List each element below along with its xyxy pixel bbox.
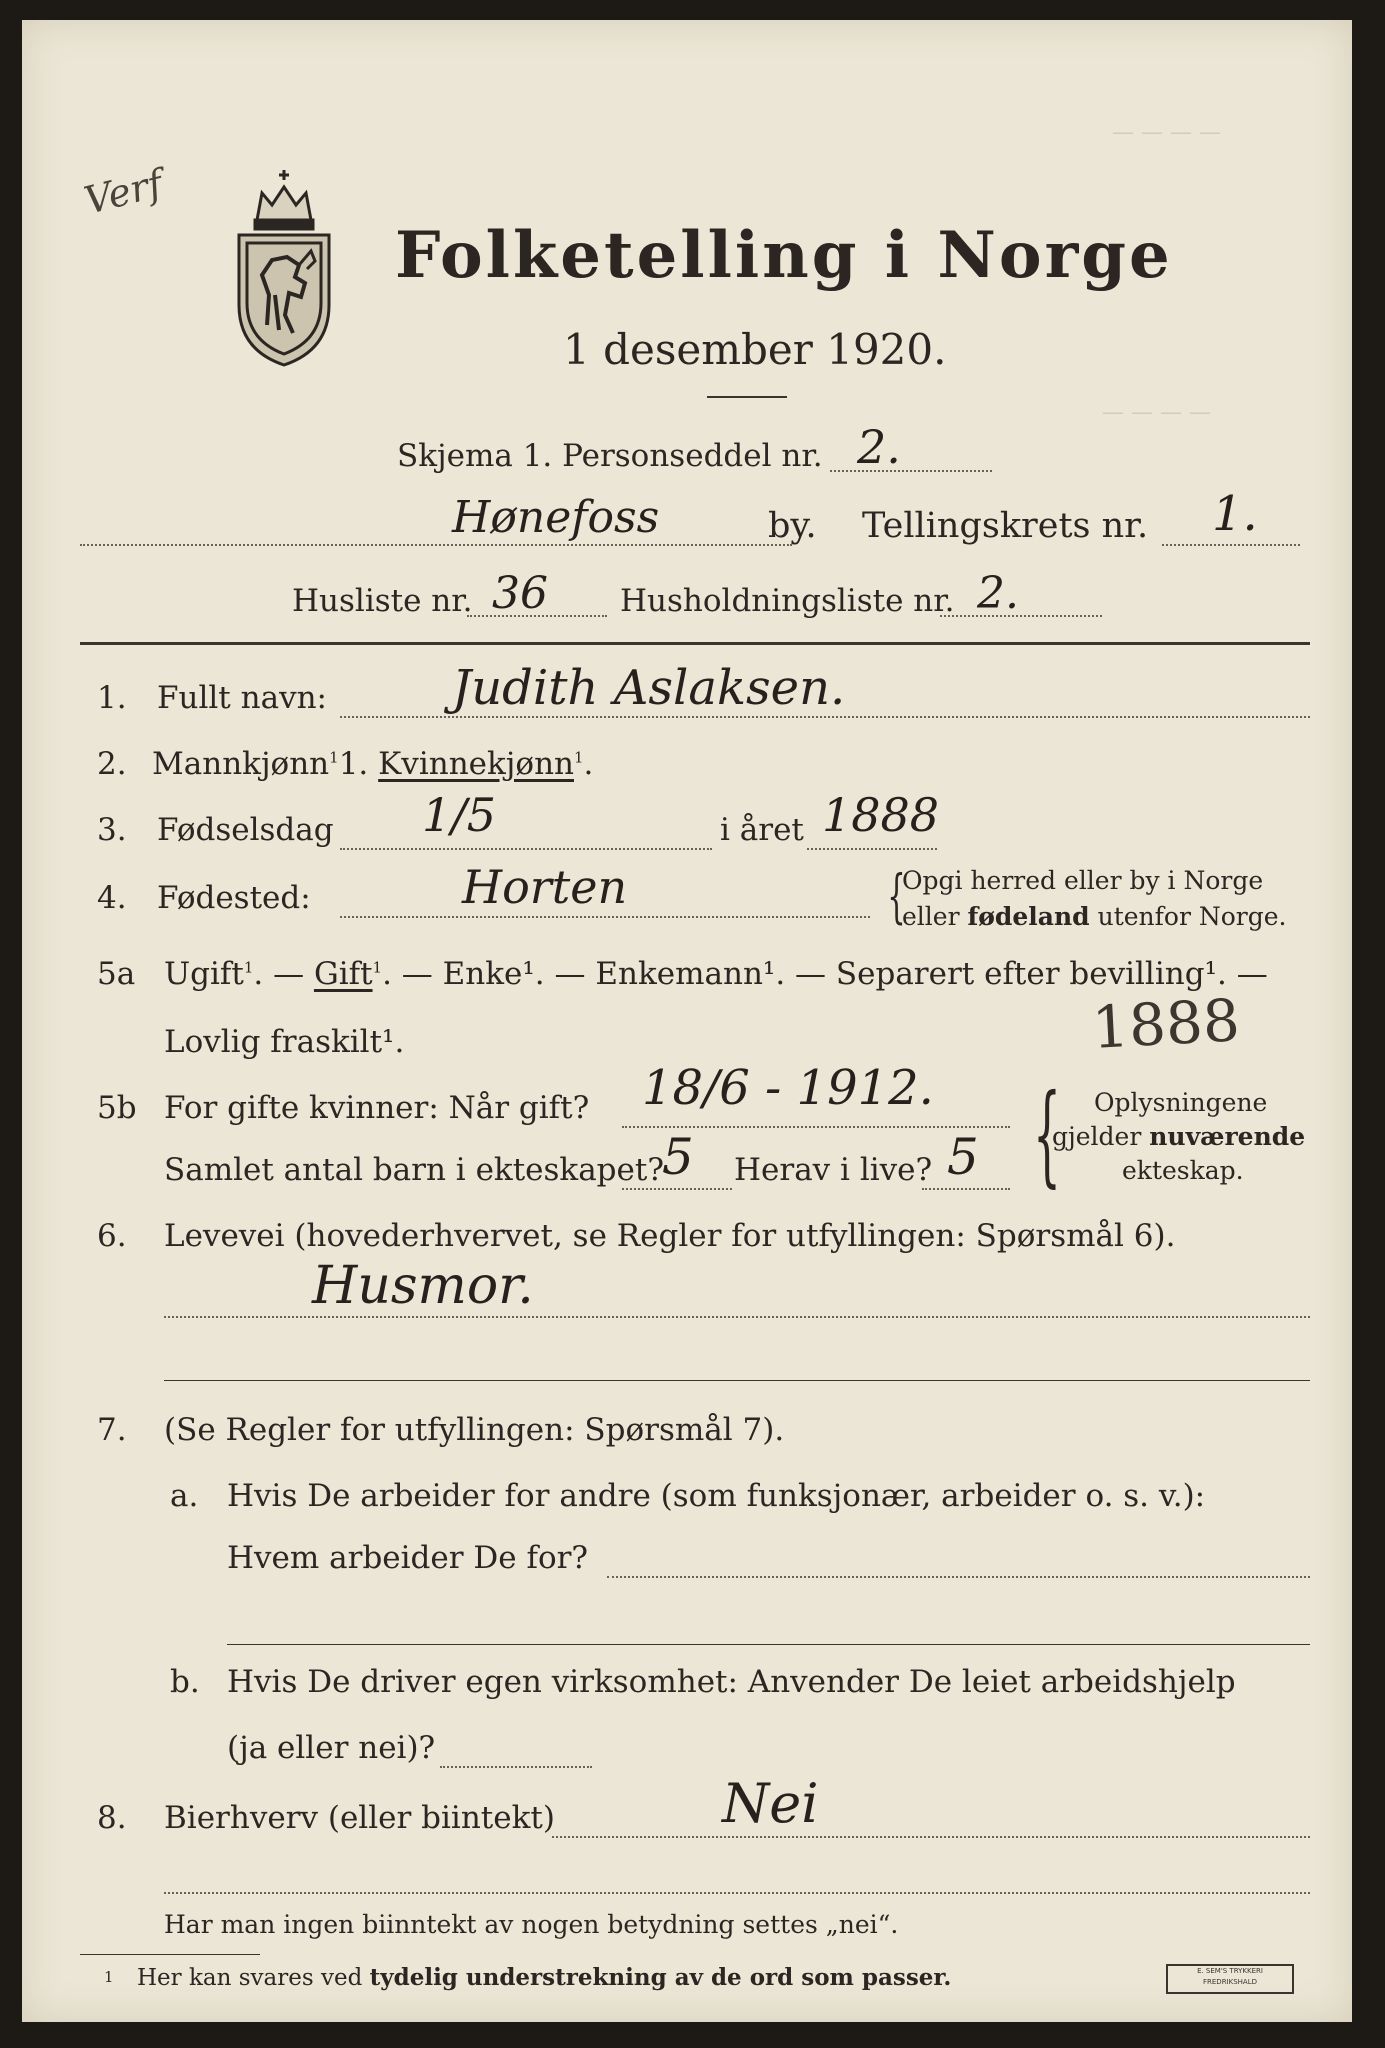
- option-lovlig-fraskilt: Lovlig fraskilt¹.: [164, 1024, 405, 1060]
- children-total-value: 5: [662, 1128, 694, 1186]
- bleed-through-text: — — — —: [1112, 120, 1221, 145]
- q8-number: 8.: [97, 1800, 127, 1836]
- q5a-number: 5a: [97, 956, 136, 992]
- q7b-label: Hvis De driver egen virksomhet: Anvender De leiet arbeidshjelp: [227, 1664, 1236, 1700]
- q5b-number: 5b: [97, 1090, 137, 1126]
- birthday-value: 1/5: [422, 788, 497, 842]
- husholdning-value: 2.: [977, 568, 1019, 619]
- q7-label: (Se Regler for utfyllingen: Spørsmål 7).: [164, 1412, 785, 1448]
- q5b-children-label: Samlet antal barn i ekteskapet?: [164, 1152, 664, 1188]
- husholdning-field-line: [940, 615, 1102, 617]
- census-form-page: [22, 20, 1352, 2022]
- city-field-line: [80, 544, 792, 546]
- q3-label: Fødselsdag: [157, 812, 334, 848]
- hired-help-field-line: [440, 1766, 592, 1768]
- q5b-note-line1: Oplysningene: [1094, 1088, 1268, 1117]
- q4-note-line2: eller fødeland utenfor Norge.: [902, 902, 1287, 931]
- printer-stamp: E. SEM'S TRYKKERI FREDRIKSHALD: [1166, 1964, 1294, 1994]
- q1-number: 1.: [97, 680, 127, 716]
- husliste-value: 36: [492, 568, 548, 619]
- occupation-field-line-2: [164, 1380, 1310, 1381]
- q7-number: 7.: [97, 1412, 127, 1448]
- option-gift-underlined: Gift: [313, 956, 373, 992]
- q7a-label: Hvis De arbeider for andre (som funksjonær, arbeider o. s. v.):: [227, 1478, 1206, 1514]
- marriage-date-value: 18/6 - 1912.: [642, 1060, 934, 1116]
- q7a-question: Hvem arbeider De for?: [227, 1540, 589, 1576]
- header-divider: [80, 642, 1310, 645]
- census-date: 1 desember 1920.: [563, 325, 947, 374]
- q5b-note-line2: gjelder nuværende: [1052, 1122, 1306, 1151]
- side-income-field-line: [552, 1836, 1310, 1838]
- occupation-field-line: [164, 1316, 1310, 1318]
- q7b-question: (ja eller nei)?: [227, 1730, 436, 1766]
- option-ugift: Ugift: [164, 956, 244, 992]
- skjema-label: Skjema 1. Personseddel nr.: [397, 438, 823, 474]
- employer-field-line: [607, 1576, 1310, 1578]
- by-label: by.: [768, 506, 817, 546]
- q6-label: Levevei (hovederhvervet, se Regler for utfyllingen: Spørsmål 6).: [164, 1218, 1176, 1254]
- full-name-field-line: [340, 716, 1310, 718]
- bleed-through-text: — — — —: [1102, 400, 1211, 425]
- birthplace-field-line: [340, 916, 870, 918]
- children-living-value: 5: [947, 1128, 979, 1186]
- option-mannkjonn: Mannkjønn: [152, 746, 330, 782]
- q2-number: 2.: [97, 746, 127, 782]
- tellingskrets-field-line: [1162, 544, 1300, 546]
- q5b-label: For gifte kvinner: Når gift?: [164, 1090, 590, 1126]
- q3-number: 3.: [97, 812, 127, 848]
- norway-coat-of-arms-icon: [227, 165, 342, 370]
- tellingskrets-value: 1.: [1212, 486, 1258, 542]
- birthday-field-line: [340, 848, 712, 850]
- q5b-living-label: Herav i live?: [734, 1152, 933, 1188]
- q7a-letter: a.: [170, 1478, 199, 1514]
- husholdning-label: Husholdningsliste nr.: [620, 583, 955, 619]
- city-value: Hønefoss: [452, 492, 660, 543]
- q4-label: Fødested:: [157, 880, 311, 916]
- footnote-text: Her kan svares ved tydelig understrekning av de ord som passer.: [137, 1964, 952, 1991]
- personseddel-value: 2.: [857, 420, 901, 474]
- birthplace-value: Horten: [462, 860, 628, 914]
- page-title: Folketelling i Norge: [395, 218, 1173, 293]
- margin-annotation: 1888: [1090, 986, 1242, 1062]
- brace-icon: {: [1033, 1070, 1061, 1198]
- footer-note: Har man ingen biinntekt av nogen betydning settes „nei“.: [164, 1910, 899, 1939]
- q8-label: Bierhverv (eller biintekt): [164, 1800, 555, 1836]
- q7b-letter: b.: [170, 1664, 200, 1700]
- birth-year-field-line: [807, 848, 937, 850]
- q5b-note-line3: ekteskap.: [1122, 1156, 1244, 1185]
- brace-icon: {: [887, 862, 906, 930]
- footnote-divider: [80, 1954, 260, 1955]
- q3-year-label: i året: [720, 812, 804, 848]
- side-income-field-line-2: [164, 1892, 1310, 1894]
- footnote-number: 1: [104, 1968, 114, 1986]
- corner-annotation: Verf: [79, 161, 167, 223]
- q6-number: 6.: [97, 1218, 127, 1254]
- children-total-field-line: [622, 1188, 732, 1190]
- full-name-value: Judith Aslaksen.: [452, 660, 846, 716]
- q4-note-line1: Opgi herred eller by i Norge: [902, 866, 1264, 895]
- sex-options: Mannkjønn$^1$1. Kvinnekjønn$^1$.: [152, 746, 594, 782]
- q1-label: Fullt navn:: [157, 680, 327, 716]
- tellingskrets-label: Tellingskrets nr.: [862, 506, 1149, 546]
- children-living-field-line: [922, 1188, 1010, 1190]
- personseddel-field-line: [830, 470, 992, 472]
- occupation-value: Husmor.: [312, 1256, 534, 1316]
- birth-year-value: 1888: [822, 788, 940, 842]
- q4-number: 4.: [97, 880, 127, 916]
- option-kvinnekjonn-underlined: Kvinnekjønn: [378, 746, 574, 782]
- employer-field-line-2: [227, 1644, 1310, 1645]
- title-divider: [707, 396, 787, 398]
- side-income-value: Nei: [722, 1772, 819, 1835]
- marital-status-options: Ugift$^1$. — Gift$^1$. — Enke¹. — Enkemann¹. — Separert efter bevilling¹. —: [164, 956, 1268, 992]
- husliste-label: Husliste nr.: [292, 583, 473, 619]
